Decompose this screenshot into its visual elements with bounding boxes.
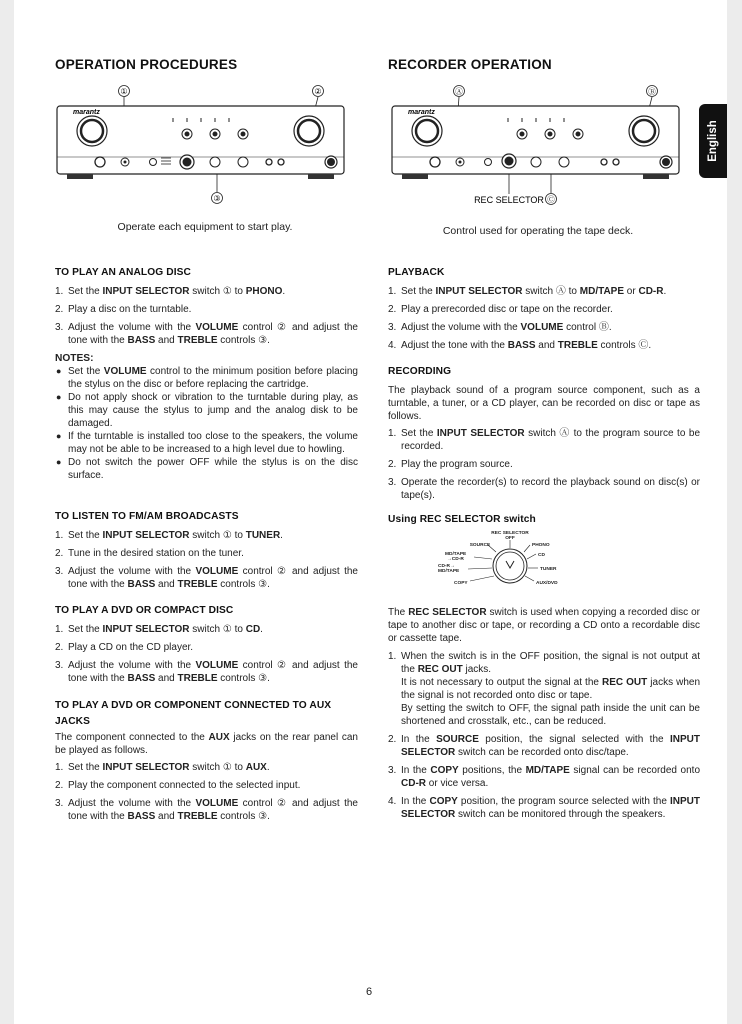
step-extra-paragraph [401,702,700,728]
note-item [55,391,358,430]
bold-term: AUX [208,732,230,743]
text-run: jacks on the rear panel can be played as follows. [55,732,358,756]
step-number: 2. [55,780,64,791]
text-run: Set the [401,428,437,439]
section-fm-am [55,510,358,596]
step-text [68,797,358,823]
dial-tuner: TUNER [540,567,557,572]
step-text [68,623,358,636]
bold-term: INPUT SELECTOR [102,624,190,635]
playback-heading: PLAYBACK [388,267,445,278]
step-number: 3. [388,322,397,333]
step-number: 1. [55,530,64,541]
bullet-icon: ● [56,366,62,376]
text-run: Set the [68,366,104,377]
text-run: controls ③. [217,673,270,684]
text-run: . [280,530,283,541]
dial-cd: CD [538,553,545,558]
bold-term: TREBLE [177,335,218,346]
step-number: 1. [55,624,64,635]
text-run: The [388,607,409,618]
dial-phono: PHONO [532,543,550,548]
step-item [55,659,358,685]
step-extra-paragraph [401,676,700,702]
callout-b: Ⓑ [648,87,656,96]
analog-notes [55,365,358,482]
bold-term: TREBLE [177,811,218,822]
step-text [68,565,358,591]
note-item [55,456,358,482]
bold-term: INPUT SELECTOR [401,796,700,820]
step-number: 1. [388,286,397,297]
text-run: In the [401,796,430,807]
step-number: 2. [55,548,64,559]
fm-heading: TO LISTEN TO FM/AM BROADCASTS [55,511,239,522]
step-text [68,659,358,685]
bold-term: INPUT SELECTOR [401,734,700,758]
text-run: Adjust the volume with the [68,566,196,577]
bold-term: BASS [127,335,156,346]
step-text [401,795,700,821]
step-item [55,285,358,298]
text-run: control Ⓑ. [563,322,612,333]
text-run: and [155,579,178,590]
recorder-front-panel-diagram [388,84,688,208]
dial-mdtape-cdr-2: →CD-R [447,557,464,562]
text-run: Play a CD on the CD player. [68,642,194,653]
text-run: control to the minimum position before placing the stylus on the disc or before replacing the cartridge. [68,366,358,390]
section-analog-disc [55,266,358,482]
bold-term: CD [245,624,261,635]
bullet-icon: ● [56,431,62,441]
bold-term: VOLUME [195,798,239,809]
step-text [68,529,358,542]
text-run: switch ① to [189,762,246,773]
step-number: 1. [55,286,64,297]
step-item [388,285,700,298]
bold-term: CD-R [401,778,426,789]
dial-cdr-mdtape-2: MD/TAPE [438,569,460,574]
text-run: . [663,286,667,297]
text-run: signal can be recorded onto [569,765,701,776]
text-run: positions, the [458,765,526,776]
text-run: Do not switch the power OFF while the stylus is on the disc surface. [68,457,358,481]
step-text [401,339,700,352]
manual-page [14,0,727,1024]
step-number: 3. [388,477,397,488]
bold-term: REC OUT [417,664,463,675]
step-text [401,733,700,759]
text-run: switch ① to [189,624,246,635]
text-run: jacks when the signal is not recorded onto disc or tape. [401,677,701,701]
text-run: and [155,335,178,346]
step-number: 4. [388,340,397,351]
section-recording [388,365,700,507]
rec-selector-dial-diagram [424,528,574,588]
dial-mdtape-cdr-1: MD/TAPE [445,552,467,557]
callout-3: ③ [213,194,221,203]
step-item [55,303,358,316]
step-text [401,458,700,471]
bullet-icon: ● [56,392,62,402]
step-number: 3. [55,322,64,333]
aux-heading: TO PLAY A DVD OR COMPONENT CONNECTED TO AUX JACKS [55,700,332,727]
step-text [401,427,700,453]
note-text [68,456,358,482]
text-run: . [266,762,270,773]
rec-selector-label: REC SELECTOR [474,195,544,205]
bold-term: AUX [245,762,267,773]
text-run: controls Ⓒ. [597,340,652,351]
text-run: position, the program source selected with the [457,796,670,807]
text-run: Play the program source. [401,459,513,470]
text-run: control ② and adjust the tone with the [68,660,358,684]
using-heading: Using REC SELECTOR switch [388,514,536,525]
section-playback [388,266,700,357]
text-run: switch can be monitored through the speakers. [455,809,666,820]
fm-steps [55,529,358,591]
notes-title: NOTES: [55,353,94,364]
bold-term: TREBLE [177,579,218,590]
bold-term: COPY [429,796,458,807]
bold-term: PHONO [245,286,283,297]
text-run: Adjust the volume with the [401,322,521,333]
callout-2: ② [314,87,322,96]
bold-term: BASS [127,811,156,822]
step-text [68,321,358,347]
dvd-steps [55,623,358,685]
text-run: . [282,286,286,297]
bold-term: BASS [127,579,156,590]
section-rec-selector-usage [388,606,700,826]
step-item [55,797,358,823]
step-item [388,427,700,453]
recording-intro [388,384,700,423]
bold-term: INPUT SELECTOR [102,530,190,541]
step-text [401,650,700,728]
dial-auxdvd: AUX/DVD [536,581,558,586]
step-number: 2. [388,459,397,470]
text-run: control ② and adjust the tone with the [68,322,358,346]
text-run: or vice versa. [426,778,489,789]
text-run: If the turntable is installed too close to the speakers, the volume may not be able to be increased to a high level due to howling. [68,431,358,455]
text-run: Do not apply shock or vibration to the turntable during play, as this may cause the stylus to jump and the analog disk to be damaged. [68,392,358,429]
step-text [68,761,358,774]
text-run: or [624,286,639,297]
text-run: Adjust the volume with the [68,660,196,671]
section-dvd-cd [55,604,358,690]
amplifier-front-panel-diagram [55,84,355,204]
text-run: By setting the switch to OFF, the signal path inside the unit can be shortened and crosstalk, etc., can be reduced. [401,703,700,727]
bold-term: SOURCE [436,734,479,745]
right-figure-caption: Control used for operating the tape deck. [442,225,634,237]
text-run: and [535,340,558,351]
text-run: Play a prerecorded disc or tape on the recorder. [401,304,613,315]
step-number: 1. [55,762,64,773]
aux-intro [55,731,358,757]
text-run: control ② and adjust the tone with the [68,798,358,822]
text-run: and [155,673,178,684]
step-number: 4. [388,796,397,807]
text-run: Play the component connected to the selected input. [68,780,301,791]
text-run: Adjust the tone with the [401,340,508,351]
step-item [55,321,358,347]
bold-term: TREBLE [177,673,218,684]
bold-term: VOLUME [195,322,239,333]
step-text [68,547,358,560]
note-text [68,365,358,391]
step-item [55,779,358,792]
text-run: jacks. [462,664,492,675]
step-number: 2. [388,304,397,315]
bold-term: INPUT SELECTOR [435,286,523,297]
step-item [55,529,358,542]
page-number: 6 [366,986,373,998]
step-item [388,764,700,790]
step-item [55,547,358,560]
text-run: In the [401,734,437,745]
step-number: 1. [388,651,397,662]
bold-term: INPUT SELECTOR [102,762,190,773]
bold-term: INPUT SELECTOR [436,428,525,439]
step-item [388,476,700,502]
text-run: Set the [68,286,103,297]
step-item [55,565,358,591]
callout-a: Ⓐ [455,87,463,96]
brand-logo: marantz [73,109,100,116]
text-run: When the switch is in the OFF position, the signal is not output at the [401,651,700,675]
step-item [55,761,358,774]
bold-term: REC OUT [602,677,648,688]
dial-off: OFF [505,536,515,541]
bold-term: REC SELECTOR [408,607,487,618]
bullet-icon: ● [56,457,62,467]
playback-steps [388,285,700,352]
step-text [401,285,700,298]
bold-term: MD/TAPE [579,286,625,297]
bold-term: VOLUME [103,366,147,377]
step-number: 1. [388,428,397,439]
dial-source: SOURCE [469,543,491,548]
bold-term: CD-R [638,286,664,297]
text-run: Set the [401,286,436,297]
text-run: It is not necessary to output the signal at the [401,677,602,688]
text-run: The playback sound of a program source component, such as a turntable, a tuner, or a CD player, can be recorded on disc or tape as follows. [388,385,700,422]
text-run: Operate the recorder(s) to record the playback sound on disc(s) or tape(s). [401,477,700,501]
analog-heading: TO PLAY AN ANALOG DISC [55,267,191,278]
text-run: and [155,811,178,822]
text-run: controls ③. [217,335,270,346]
left-figure-caption: Operate each equipment to start play. [117,221,293,233]
step-number: 2. [55,304,64,315]
recording-heading: RECORDING [388,366,452,377]
recorder-operation-title: RECORDER OPERATION [388,57,552,72]
dvd-heading: TO PLAY A DVD OR COMPACT DISC [55,605,234,616]
bold-term: COPY [430,765,459,776]
text-run: switch Ⓐ to [522,286,580,297]
step-item [388,303,700,316]
rec-selector-intro [388,606,700,645]
text-run: switch ① to [189,286,246,297]
text-run: controls ③. [217,811,270,822]
step-item [388,458,700,471]
dial-title: REC SELECTOR [491,531,529,536]
text-run: In the [401,765,431,776]
step-number: 3. [388,765,397,776]
step-text [401,303,700,316]
step-item [388,650,700,728]
step-text [68,285,358,298]
step-item [55,641,358,654]
language-tab-label: English [707,120,719,162]
text-run: control ② and adjust the tone with the [68,566,358,590]
step-text [401,476,700,502]
text-run: Adjust the volume with the [68,798,196,809]
rec-selector-steps [388,650,700,821]
note-item [55,430,358,456]
step-text [401,321,700,334]
step-item [388,321,700,334]
text-run: switch can be recorded onto disc/tape. [455,747,629,758]
dial-copy: COPY [454,581,468,586]
step-number: 3. [55,798,64,809]
text-run: Set the [68,762,103,773]
step-text [68,779,358,792]
aux-steps [55,761,358,823]
step-number: 2. [388,734,397,745]
text-run: switch is used when copying a recorded disc or tape to another disc or tape, or recording a CD onto a recordable disc or cassette tape. [388,607,700,644]
section-aux [55,698,358,828]
operation-procedures-title: OPERATION PROCEDURES [55,57,238,72]
text-run: switch ① to [189,530,246,541]
dial-cdr-mdtape-1: CD-R→ [438,564,455,569]
step-number: 3. [55,660,64,671]
language-tab [699,104,727,178]
brand-logo-right: marantz [408,109,435,116]
step-item [388,733,700,759]
note-text [68,430,358,456]
callout-1: ① [120,87,128,96]
analog-steps [55,285,358,347]
text-run: . [260,624,263,635]
bold-term: VOLUME [520,322,564,333]
step-number: 3. [55,566,64,577]
text-run: Set the [68,624,103,635]
note-item [55,365,358,391]
text-run: The component connected to the [55,732,209,743]
step-item [388,795,700,821]
step-text [401,764,700,790]
bold-term: VOLUME [195,566,239,577]
bold-term: MD/TAPE [525,765,570,776]
step-text [68,303,358,316]
text-run: controls ③. [217,579,270,590]
callout-c: Ⓒ [547,195,555,204]
note-text [68,391,358,430]
step-text [68,641,358,654]
bold-term: BASS [507,340,536,351]
text-run: Play a disc on the turntable. [68,304,192,315]
bold-term: VOLUME [195,660,239,671]
bold-term: TUNER [245,530,281,541]
step-number: 2. [55,642,64,653]
text-run: switch Ⓐ to the program source to be recorded. [401,428,701,452]
bold-term: INPUT SELECTOR [102,286,190,297]
text-run: Tune in the desired station on the tuner. [68,548,244,559]
step-item [55,623,358,636]
text-run: position, the signal selected with the [478,734,670,745]
recording-steps [388,427,700,502]
text-run: Set the [68,530,103,541]
step-item [388,339,700,352]
text-run: Adjust the volume with the [68,322,196,333]
bold-term: BASS [127,673,156,684]
bold-term: TREBLE [557,340,598,351]
